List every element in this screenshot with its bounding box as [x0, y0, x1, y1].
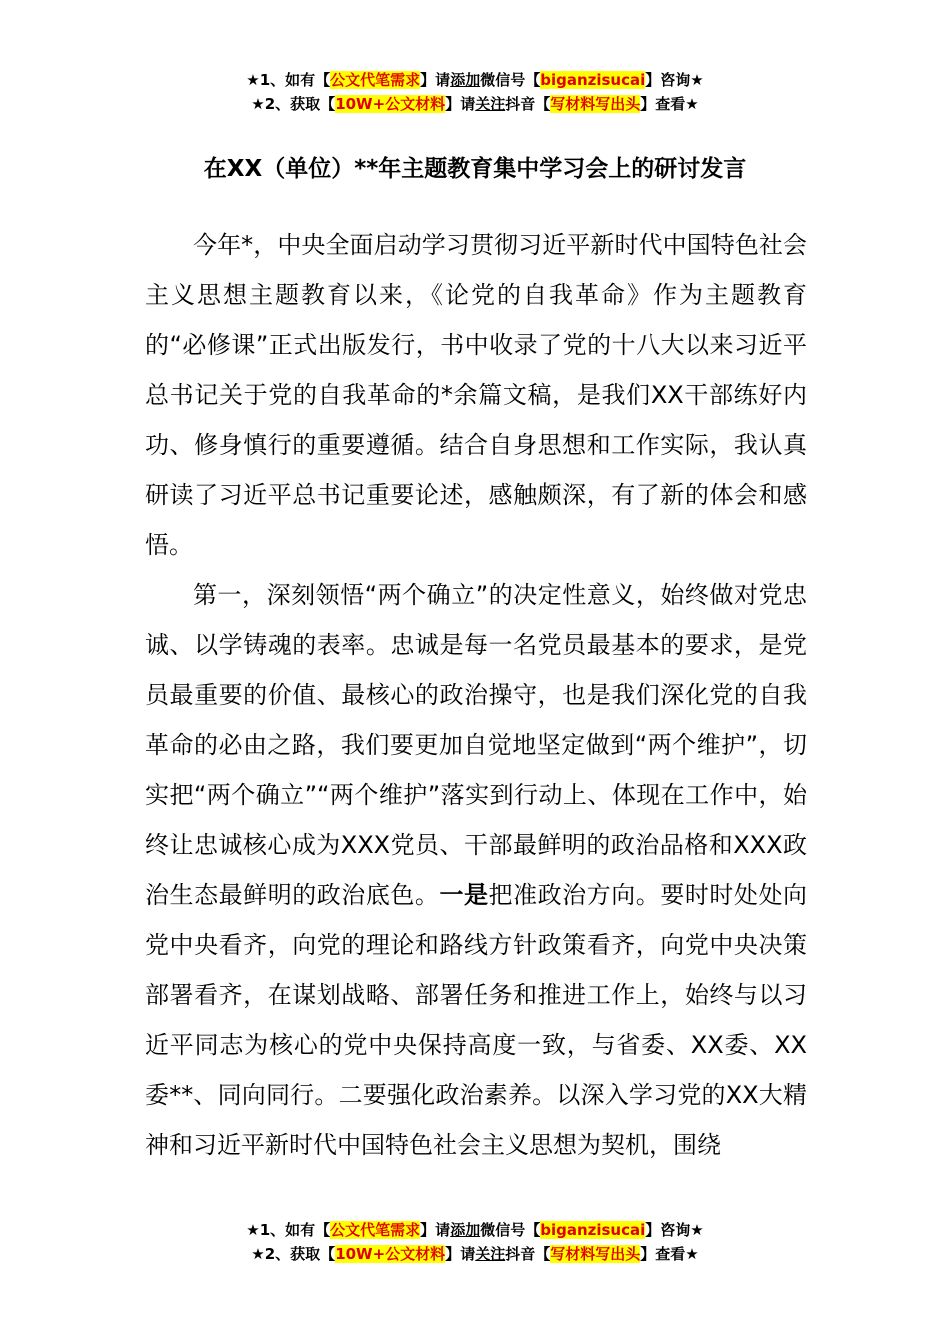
paragraph-2-text: 第一，深刻领悟“两个确立”的决定性意义，始终做对党忠诚、以学铸魂的表率。忠诚是每一名党员最基本的要求，是党员最重要的价值、最核心的政治操守，也是我们深化党的自我革命的必由之路，我们要更加自觉地坚定做到“两个维护”，切实把“两个确立”“两个维护”落实到行动上、体现在工作中，始终让忠诚核心成为XXX党员、干部最鲜明的政治品格和XXX政治生态最鲜明的政治底色。	[145, 581, 807, 909]
banner-text: 微信号【	[480, 71, 541, 89]
banner-text: 】查看★	[640, 1245, 699, 1263]
banner-text: ★1、如有【	[246, 71, 331, 89]
banner-text: 】查看★	[640, 95, 699, 113]
banner-highlight: 写材料写出头	[550, 1245, 641, 1263]
banner-highlight: 公文代笔需求	[330, 1221, 421, 1239]
paragraph-1: 今年*，中央全面启动学习贯彻习近平新时代中国特色社会主义思想主题教育以来，《论党的自我革命》作为主题教育的“必修课”正式出版发行，书中收录了党的十八大以来习近平总书记关于党的自我革命的*余篇文稿，是我们XX干部练好内功、修身慎行的重要遵循。结合自身思想和工作实际，我认真研读了习近平总书记重要论述，感触颇深，有了新的体会和感悟。	[145, 231, 807, 559]
paragraph-2	[145, 570, 807, 1170]
banner-highlight: 公文代笔需求	[330, 71, 421, 89]
banner-highlight: 10W+公文材料	[335, 1245, 446, 1263]
banner-text: 微信号【	[480, 1221, 541, 1239]
banner-text: ★1、如有【	[246, 1221, 331, 1239]
banner-text: 】请	[445, 95, 476, 113]
banner-underline: 关注	[475, 95, 506, 113]
banner-text: 抖音【	[505, 1245, 551, 1263]
banner-text: 】咨询★	[645, 71, 704, 89]
banner-text: 】请	[420, 71, 451, 89]
banner-highlight: 写材料写出头	[550, 95, 641, 113]
banner-text: 】请	[445, 1245, 476, 1263]
document-body	[145, 220, 807, 1170]
banner-text: 】咨询★	[645, 1221, 704, 1239]
banner-underline: 添加	[450, 1221, 481, 1239]
document-title: 在XX（单位）**年主题教育集中学习会上的研讨发言	[203, 156, 747, 182]
paragraph-2-bold: 一是	[439, 881, 489, 909]
banner-underline: 添加	[450, 71, 481, 89]
banner-line-1	[0, 68, 950, 92]
header-banner	[0, 68, 950, 116]
banner-line-2	[0, 1242, 950, 1266]
banner-highlight: biganzisucai	[540, 71, 646, 89]
banner-text: ★2、获取【	[251, 1245, 336, 1263]
banner-text: 】请	[420, 1221, 451, 1239]
banner-highlight: biganzisucai	[540, 1221, 646, 1239]
banner-text: 抖音【	[505, 95, 551, 113]
banner-underline: 关注	[475, 1245, 506, 1263]
banner-line-2	[0, 92, 950, 116]
banner-text: ★2、获取【	[251, 95, 336, 113]
banner-highlight: 10W+公文材料	[335, 95, 446, 113]
footer-banner	[0, 1218, 950, 1266]
paragraph-2-text-cont: 把准政治方向。要时时处处向党中央看齐，向党的理论和路线方针政策看齐，向党中央决策部署看齐，在谋划战略、部署任务和推进工作上，始终与以习近平同志为核心的党中央保持高度一致，与省委、XX委、XX委**、同向同行。二要强化政治素养。以深入学习党的XX大精神和习近平新时代中国特色社会主义思想为契机，围绕	[145, 881, 808, 1159]
banner-line-1	[0, 1218, 950, 1242]
